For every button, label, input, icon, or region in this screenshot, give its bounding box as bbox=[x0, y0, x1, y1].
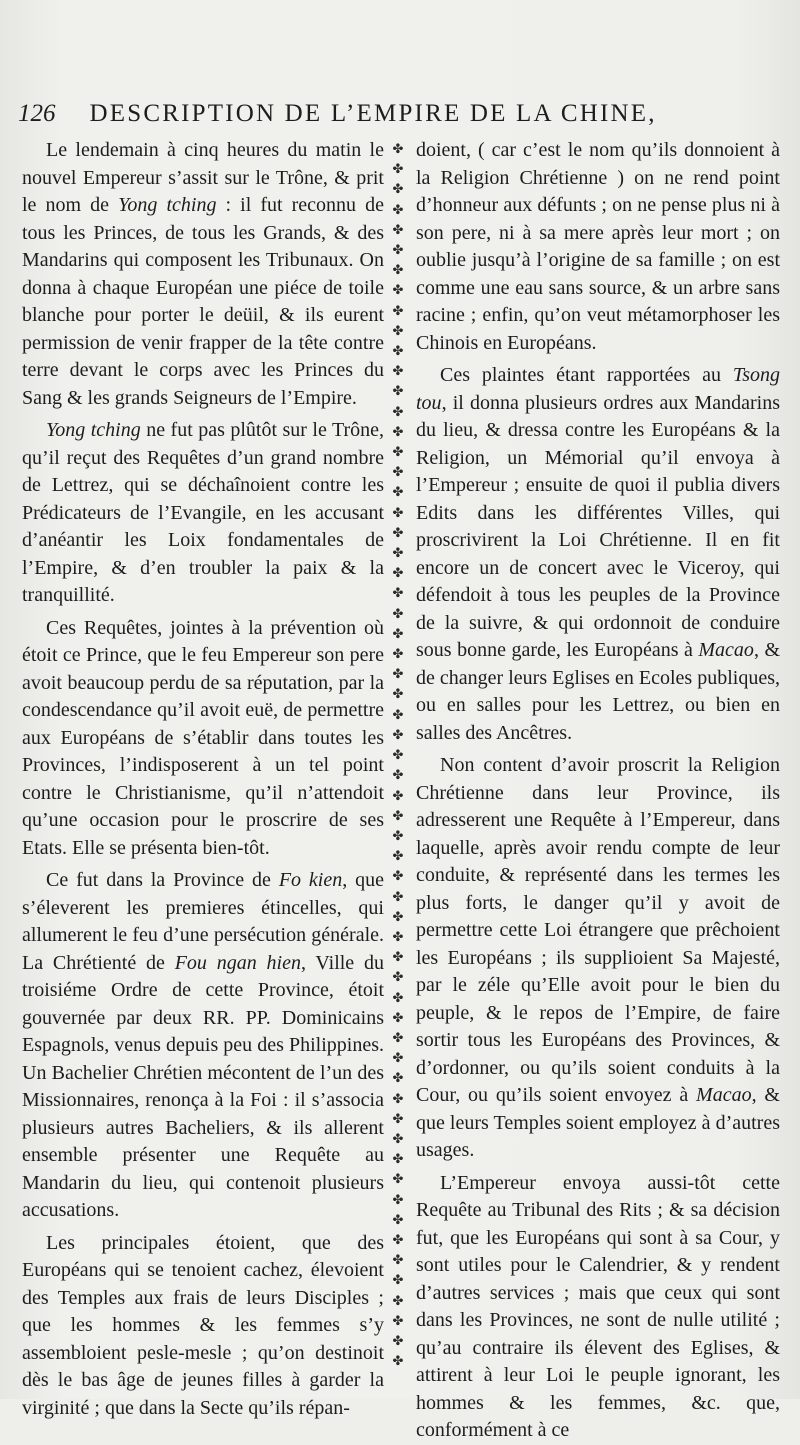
fleuron-ornament-icon: ✤ bbox=[392, 222, 404, 238]
fleuron-ornament-icon: ✤ bbox=[392, 505, 404, 521]
fleuron-ornament-icon: ✤ bbox=[392, 889, 404, 905]
fleuron-ornament-icon: ✤ bbox=[392, 1051, 404, 1067]
place-italic: Fou ngan hien bbox=[174, 951, 301, 974]
fleuron-ornament-icon: ✤ bbox=[392, 1192, 404, 1208]
paragraph: Ces plaintes étant rapportées au Tsong tou, il donna plusieurs ordres aux Mandarins du lieu, & dressa contre les Européans & la Religion, un Mémorial qu’il envoya à l’Empereur ; ensuite de quoi il publia divers Edits dans les différentes Villes, qui proscrivirent la Loi Chrétienne. Il en fit encore un de concert avec le Viceroy, qui défendoit à tous les peuples de la Province de la suivre, & qui ordonnoit de conduire sous bonne garde, les Européans à Macao, & de changer leurs Eglises en Ecoles publiques, ou en salles pour les Lettrez, ou bien en salles des Ancêtres. bbox=[416, 364, 780, 744]
fleuron-ornament-icon: ✤ bbox=[392, 828, 404, 844]
fleuron-ornament-icon: ✤ bbox=[392, 1273, 404, 1289]
fleuron-ornament-icon: ✤ bbox=[392, 1010, 404, 1026]
fleuron-column-divider bbox=[389, 140, 407, 1368]
fleuron-ornament-icon: ✤ bbox=[392, 525, 404, 541]
fleuron-ornament-icon: ✤ bbox=[392, 1333, 404, 1349]
fleuron-ornament-icon: ✤ bbox=[392, 1313, 404, 1329]
fleuron-ornament-icon: ✤ bbox=[392, 1131, 404, 1147]
place-italic: Macao bbox=[696, 1084, 752, 1106]
fleuron-ornament-icon: ✤ bbox=[392, 707, 404, 723]
fleuron-ornament-icon: ✤ bbox=[392, 566, 404, 582]
paragraph: Le lendemain à cinq heures du matin le nouvel Empereur s’assit sur le Trône, & prit le nom de Yong tching : il fut reconnu de tous les Princes, de tous les Grands, & des Mandarins qui composent les Tribunaux. On donna à chaque Européan une piéce de toile blanche pour porter le deüil, & ils eurent permission de venir frapper de la tête contre terre devant le corps avec les Princes du Sang & les grands Seigneurs de l’Empire. bbox=[22, 139, 384, 409]
fleuron-ornament-icon: ✤ bbox=[392, 586, 404, 602]
fleuron-ornament-icon: ✤ bbox=[392, 142, 404, 157]
fleuron-ornament-icon: ✤ bbox=[392, 465, 404, 481]
name-italic: Yong tching bbox=[118, 194, 217, 216]
fleuron-ornament-icon: ✤ bbox=[392, 1152, 404, 1168]
fleuron-ornament-icon: ✤ bbox=[392, 788, 404, 804]
fleuron-ornament-icon: ✤ bbox=[392, 303, 404, 319]
fleuron-ornament-icon: ✤ bbox=[392, 424, 404, 440]
title-italic: Tsong tou bbox=[416, 364, 780, 414]
name-italic: Yong tching bbox=[46, 419, 141, 441]
fleuron-ornament-icon: ✤ bbox=[392, 606, 404, 622]
fleuron-ornament-icon: ✤ bbox=[392, 263, 404, 279]
fleuron-ornament-icon: ✤ bbox=[392, 364, 404, 380]
fleuron-ornament-icon: ✤ bbox=[392, 748, 404, 764]
fleuron-ornament-icon: ✤ bbox=[392, 404, 404, 420]
fleuron-ornament-icon: ✤ bbox=[392, 243, 404, 259]
left-column bbox=[22, 137, 384, 1422]
fleuron-ornament-icon: ✤ bbox=[392, 384, 404, 400]
fleuron-ornament-icon: ✤ bbox=[392, 849, 404, 865]
running-title: DESCRIPTION DE L’EMPIRE DE LA CHINE, bbox=[89, 100, 657, 127]
fleuron-ornament-icon: ✤ bbox=[392, 1253, 404, 1269]
right-column bbox=[416, 137, 780, 1445]
fleuron-ornament-icon: ✤ bbox=[392, 687, 404, 703]
fleuron-ornament-icon: ✤ bbox=[392, 1071, 404, 1087]
paragraph: Les principales étoient, que des Européans qui se tenoient cachez, élevoient des Temples aux frais de leurs Disciples ; que les hommes & les femmes s’y assembloient pesle-mesle ; qu’on destinoit dès le bas âge de jeunes filles à garder la virginité ; que dans la Secte qu’ils répan- bbox=[22, 1231, 384, 1419]
fleuron-ornament-icon: ✤ bbox=[392, 1293, 404, 1309]
fleuron-ornament-icon: ✤ bbox=[392, 869, 404, 885]
page-header bbox=[18, 100, 788, 134]
fleuron-ornament-icon: ✤ bbox=[392, 990, 404, 1006]
fleuron-ornament-icon: ✤ bbox=[392, 1232, 404, 1248]
page-number: 126 bbox=[18, 100, 56, 127]
fleuron-ornament-icon: ✤ bbox=[392, 1212, 404, 1228]
paragraph: Yong tching ne fut pas plûtôt sur le Trône, qu’il reçut des Requêtes d’un grand nombre de Lettrez, qui se déchaînoient contre les Prédicateurs de l’Evangile, en les accusant d’anéantir les Loix fondamentales de l’Empire, & d’en troubler la paix & la tranquillité. bbox=[22, 419, 384, 606]
fleuron-ornament-icon: ✤ bbox=[392, 667, 404, 683]
fleuron-ornament-icon: ✤ bbox=[392, 1172, 404, 1188]
fleuron-ornament-icon: ✤ bbox=[392, 485, 404, 501]
paragraph: Ces Requêtes, jointes à la prévention où étoit ce Prince, que le feu Empereur son pere avoit beaucoup perdu de sa réputation, par la condescendance qu’il avoit euë, de permettre aux Européans de s’établir dans toutes les Provinces, l’indisposerent à un tel point contre le Christianisme, qu’il n’attendoit qu’une occasion pour le proscrire de ses Etats. Elle se présenta bien-tôt. bbox=[22, 616, 384, 859]
fleuron-ornament-icon: ✤ bbox=[392, 727, 404, 743]
fleuron-ornament-icon: ✤ bbox=[392, 323, 404, 339]
paragraph: Non content d’avoir proscrit la Religion Chrétienne dans leur Province, ils adresserent une Requête à l’Empereur, dans laquelle, après avoir rendu compte de leur conduite, & représenté dans les termes les plus forts, le danger qu’il y avoit de permettre cette Loi étrangere que prêchoient les Européans ; ils supplioient Sa Majesté, par le zéle qu’Elle avoit pour le bien du peuple, & le repos de l’Empire, de faire sortir tous les Européans des Provinces, & d’ordonner, ou qu’ils soient conduits à la Cour, ou qu’ils soient envoyez à Macao, & que leurs Temples soient employez à d’autres usages. bbox=[416, 754, 780, 1161]
fleuron-ornament-icon: ✤ bbox=[392, 768, 404, 784]
fleuron-ornament-icon: ✤ bbox=[392, 909, 404, 925]
fleuron-ornament-icon: ✤ bbox=[392, 546, 404, 562]
fleuron-ornament-icon: ✤ bbox=[392, 647, 404, 663]
place-italic: Macao bbox=[698, 639, 754, 661]
paragraph: L’Empereur envoya aussi-tôt cette Requête au Tribunal des Rits ; & sa décision fut, que les Européans qui sont à sa Cour, y sont utiles pour le Calendrier, & y rendent d’autres services ; mais que ceux qui sont dans les Provinces, ne sont de nulle utilité ; qu’au contraire ils élevent des Eglises, & attirent à leur Loi le peuple ignorant, les hommes & les femmes, &c. que, conformément à ce bbox=[416, 1171, 780, 1441]
fleuron-ornament-icon: ✤ bbox=[392, 950, 404, 966]
fleuron-ornament-icon: ✤ bbox=[392, 1030, 404, 1046]
fleuron-ornament-icon: ✤ bbox=[392, 445, 404, 461]
fleuron-ornament-icon: ✤ bbox=[392, 283, 404, 299]
paragraph: Ce fut dans la Province de Fo kien, que s’éleverent les premieres étincelles, qui allumerent le feu d’une persécution générale. La Chrétienté de Fou ngan hien, Ville du troisiéme Ordre de cette Province, étoit gouvernée par deux RR. PP. Dominicains Espagnols, venus depuis peu des Philippines. Un Bachelier Chrétien mécontent de l’un des Missionnaires, renonça à la Foi : il s’associa plusieurs autres Bacheliers, & ils allerent ensemble présenter une Requête au Mandarin du lieu, qui contenoit plusieurs accusations. bbox=[22, 869, 384, 1221]
place-italic: Fo kien bbox=[278, 869, 343, 891]
fleuron-ornament-icon: ✤ bbox=[392, 626, 404, 642]
fleuron-ornament-icon: ✤ bbox=[392, 970, 404, 986]
paragraph: doient, ( car c’est le nom qu’ils donnoient à la Religion Chrétienne ) on ne rend point d’honneur aux défunts ; on ne pense plus ni à son pere, ni à sa mere après leur mort ; on oublie jusqu’à l’origine de sa famille ; on est comme une eau sans source, & un arbre sans racine ; enfin, qu’on veut métamorphoser les Chinois en Européans. bbox=[416, 139, 780, 354]
fleuron-ornament-icon: ✤ bbox=[392, 1111, 404, 1127]
fleuron-ornament-icon: ✤ bbox=[392, 202, 404, 218]
fleuron-ornament-icon: ✤ bbox=[392, 344, 404, 360]
fleuron-ornament-icon: ✤ bbox=[392, 1354, 404, 1368]
fleuron-ornament-icon: ✤ bbox=[392, 182, 404, 198]
fleuron-ornament-icon: ✤ bbox=[392, 808, 404, 824]
fleuron-ornament-icon: ✤ bbox=[392, 162, 404, 178]
fleuron-ornament-icon: ✤ bbox=[392, 929, 404, 945]
fleuron-ornament-icon: ✤ bbox=[392, 1091, 404, 1107]
